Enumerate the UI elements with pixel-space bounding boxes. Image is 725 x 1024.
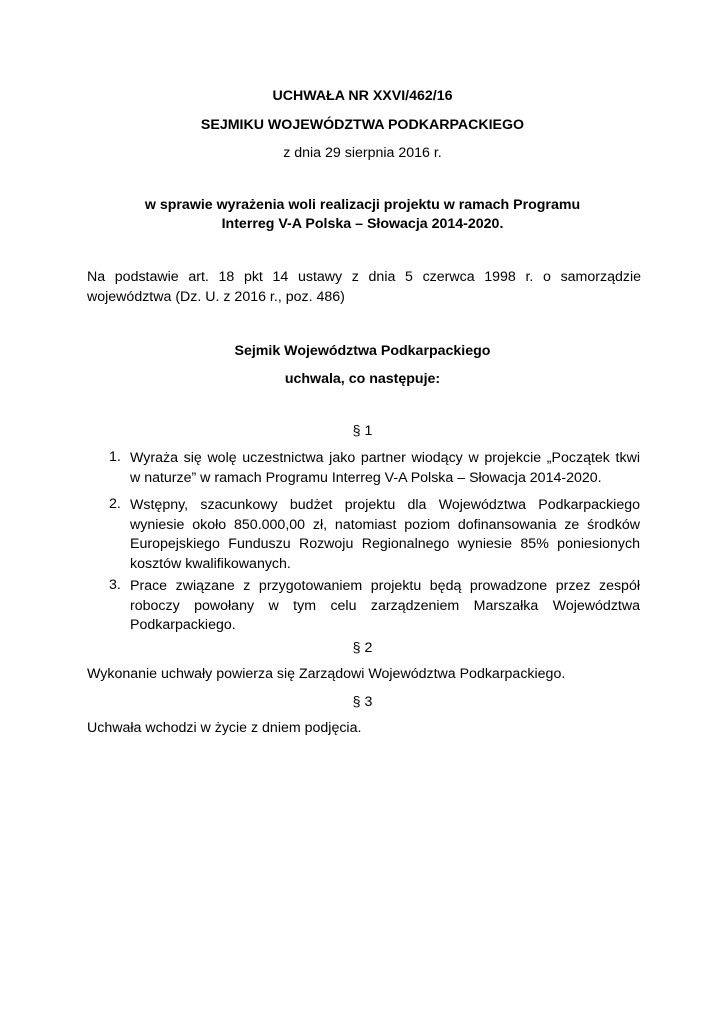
subject-line-2: Interreg V-A Polska – Słowacja 2014-2020. — [221, 216, 504, 232]
section-2-text: Wykonanie uchwały powierza się Zarządowi Województwa Podkarpackiego. — [87, 666, 566, 682]
item-3-line-2: roboczy powołany w tym celu zarządzeniem Marszałka Województwa — [130, 597, 640, 614]
item-3-line-1: Prace związane z przygotowaniem projektu będą prowadzone przez zespół — [130, 578, 640, 594]
item-3-number: 3. — [109, 577, 121, 593]
item-3-line-3: Podkarpackiego. — [130, 617, 236, 633]
legal-basis-line-1: Na podstawie art. 18 pkt 14 ustawy z dnia 5 czerwca 1998 r. o samorządzie — [87, 269, 641, 285]
resolving-body: Sejmik Województwa Podkarpackiego — [234, 343, 491, 359]
item-1-text — [130, 449, 640, 488]
section-3-mark: § 3 — [352, 694, 373, 710]
section-2-mark: § 2 — [352, 640, 373, 656]
item-2-number: 2. — [109, 496, 121, 512]
section-1-mark: § 1 — [352, 423, 373, 439]
item-2-line-3: Europejskiego Funduszu Rozwoju Regionalnego wyniesie 85% poniesionych — [130, 536, 640, 552]
item-1-number: 1. — [109, 449, 121, 465]
legal-basis-paragraph — [87, 268, 641, 307]
item-1-line-2: w naturze” w ramach Programu Interreg V-A Polska – Słowacja 2014-2020. — [130, 469, 602, 486]
item-2-line-1: Wstępny, szacunkowy budżet projektu dla Województwa Podkarpackiego — [130, 497, 640, 513]
item-2-line-2: wyniesie około 850.000,00 zł, natomiast poziom dofinansowania ze środków — [130, 516, 640, 533]
legal-basis-line-2: województwa (Dz. U. z 2016 r., poz. 486) — [87, 288, 345, 305]
item-3-text — [130, 577, 640, 636]
resolution-date: z dnia 29 sierpnia 2016 r. — [283, 145, 442, 161]
section-3-text: Uchwała wchodzi w życie z dniem podjęcia. — [87, 720, 362, 736]
item-2-text — [130, 496, 640, 574]
item-2-line-4: kosztów kwalifikowanych. — [130, 555, 291, 572]
resolution-issuer: SEJMIKU WOJEWÓDZTWA PODKARPACKIEGO — [200, 117, 525, 133]
resolution-title: UCHWAŁA NR XXVI/462/16 — [272, 88, 453, 104]
subject-line-1: w sprawie wyrażenia woli realizacji projektu w ramach Programu — [144, 197, 581, 213]
resolving-formula: uchwala, co następuje: — [284, 371, 441, 387]
item-1-line-1: Wyraża się wolę uczestnictwa jako partner wiodący w projekcie „Początek tkwi — [130, 450, 640, 466]
